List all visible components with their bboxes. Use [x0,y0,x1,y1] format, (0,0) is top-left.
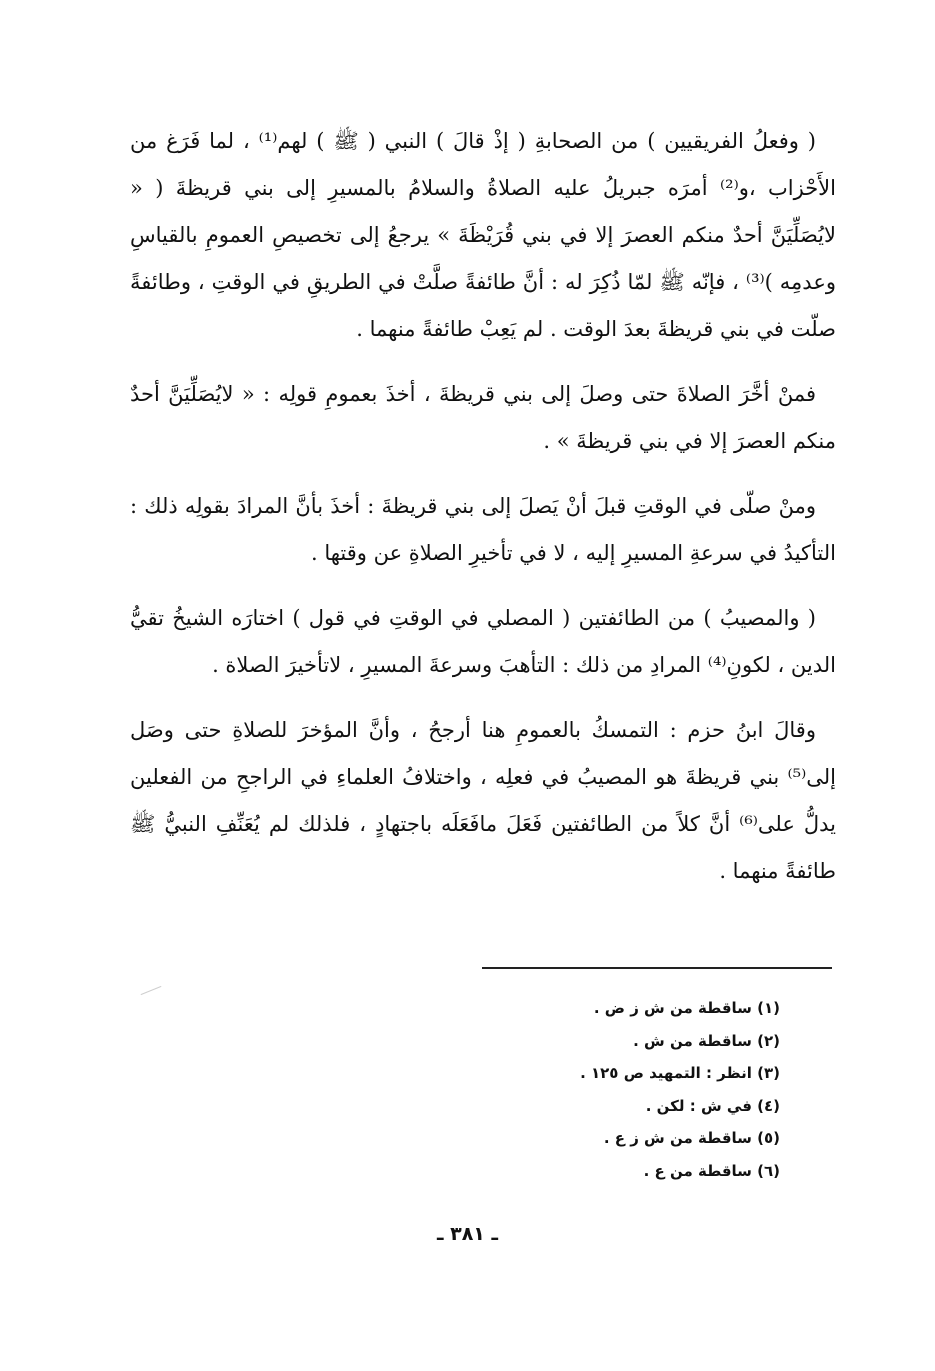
footnote: (٣) انظر : التمهيد ص ١٢٥ . [580,1064,780,1082]
paragraph: ( وفعلُ الفريقيين ) من الصحابةِ ( إذْ قالَ ) النبي ( ﷺ ) لهم⁽¹⁾ ، لما فَرَغ من الأَحْزاب ،و⁽²⁾ أمرَه جبريلُ عليه الصلاةُ والسلامُ بالمسيرِ إلى بني قريظةَ ( « لايُصَلِّيَنَّ أحدٌ منكم العصرَ إلا في بني قُرَيْظَةَ » يرجعُ إلى تخصيصِ العمومِ بالقياسِ وعدمِه )⁽³⁾ ، فإنّه ﷺ لمّا ذُكِرَ له : أنَّ طائفةً صلَّتْ في الطريقِ في الوقتِ ، وطائفةً صلّت في بني قريظةَ بعدَ الوقت . لم يَعِبْ طائفةً منهما . [130,129,836,341]
paragraph: وقالَ ابنُ حزم : التمسكُ بالعمومِ هنا أرجحُ ، وأنَّ المؤخرَ للصلاةِ حتى وصَل إلى⁽⁵⁾ بني قريظةَ هو المصيبُ في فعلِه ، واختلافُ العلماءِ في الراجحِ من الفعلين يدلُّ على⁽⁶⁾ أنَّ كلاً من الطائفتين فَعَلَ مافَعَلَه باجتهادٍ ، فلذلك لم يُعَنِّفِ النبيُّ ﷺ طائفةً منهما . [130,718,837,883]
footnote-divider [482,967,832,969]
footnote: (٥) ساقطة من ش ز ع . [603,1129,780,1147]
footnotes-list [460,992,780,1187]
main-text [130,118,836,913]
paragraph: فمنْ أخَّرَ الصلاةَ حتى وصلَ إلى بني قريظةَ ، أخذَ بعمومِ قولِه : « لايُصَلِّيَنَّ أحدٌ منكم العصرَ إلا في بني قريظةَ » . [130,382,836,453]
page-number: ـ ٣٨١ ـ [436,1223,498,1245]
paragraph: ( والمصيبُ ) من الطائفتين ( المصلي في الوقتِ في قول ) اختارَه الشيخُ تقيُّ الدين ، لكونِ⁽⁴⁾ المرادِ من ذلك : التأهبَ وسرعةَ المسيرِ ، لاتأخيرَ الصلاة . [130,606,836,677]
footnote: (١) ساقطة من ش ز ض . [593,999,780,1017]
paragraph: ومنْ صلّى في الوقتِ قبلَ أنْ يَصلَ إلى بني قريظةَ : أخذَ بأنَّ المرادَ بقولِه ذلك : التأكيدُ في سرعةِ المسيرِ إليه ، لا في تأخيرِ الصلاةِ عن وقتها . [130,494,836,565]
footnote: (٤) في ش : لكن . [645,1096,780,1115]
footnote: (٦) ساقطة من ع . [643,1161,780,1180]
footnote: (٢) ساقطة من ش . [633,1031,780,1050]
scan-mark [141,986,162,995]
